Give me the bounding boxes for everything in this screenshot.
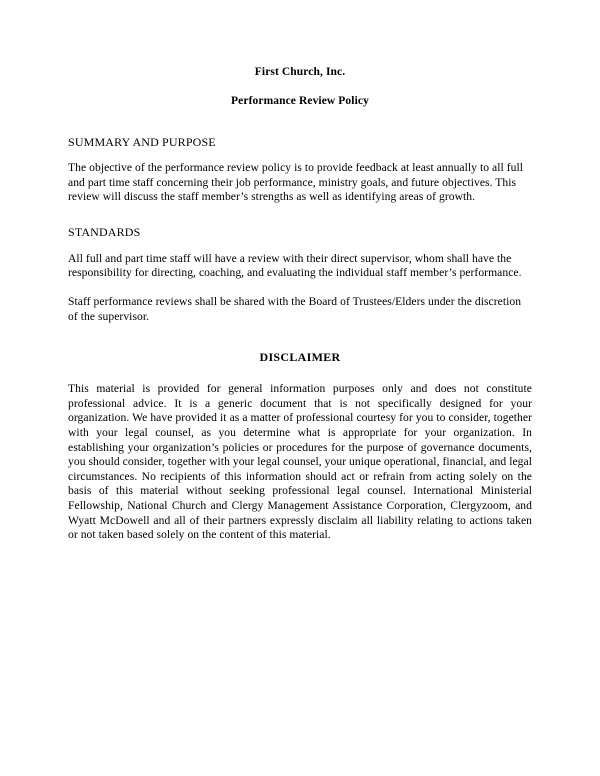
document-title: First Church, Inc. (254, 66, 346, 78)
section-paragraph-standards: All full and part time staff will have a review with their direct supervisor, whom shall have the responsibility for directing, coaching, and evaluating the individual staff member’s performance. (68, 251, 522, 280)
section-heading-standards: STANDARDS (68, 224, 141, 239)
disclaimer-paragraph: This material is provided for general information purposes only and does not constitute professional advice. It is a generic document that is not specifically designed for your organization. We have provided it as a matter of professional courtesy for you to consider, together with your legal counsel, as you determine what is appropriate for your organization. In establishing your organization’s policies or procedures for the purpose of governance documents, you should consider, together with your legal counsel, your unique operational, financial, and legal circumstances. No recipients of this information should act or refrain from acting solely on the basis of this material without seeking professional legal counsel. International Ministerial Fellowship, National Church and Clergy Management Assistance Corporation, Clergyzoom, and Wyatt McDowell and all of their partners expressly disclaim all liability relating to actions taken or not taken based solely on the content of this material. (68, 382, 532, 542)
section-paragraph-summary: The objective of the performance review policy is to provide feedback at least annually to all full and part time staff concerning their job performance, ministry goals, and future objectives. This review will discuss the staff member’s strengths as well as identifying areas of growth. (68, 161, 523, 204)
disclaimer-heading: DISCLAIMER (259, 350, 341, 365)
document-body (68, 0, 532, 543)
document-subtitle: Performance Review Policy (231, 95, 369, 107)
section-paragraph-sharing: Staff performance reviews shall be shared with the Board of Trustees/Elders under the discretion of the supervisor. (68, 294, 522, 323)
section-heading-summary: SUMMARY AND PURPOSE (68, 135, 216, 149)
